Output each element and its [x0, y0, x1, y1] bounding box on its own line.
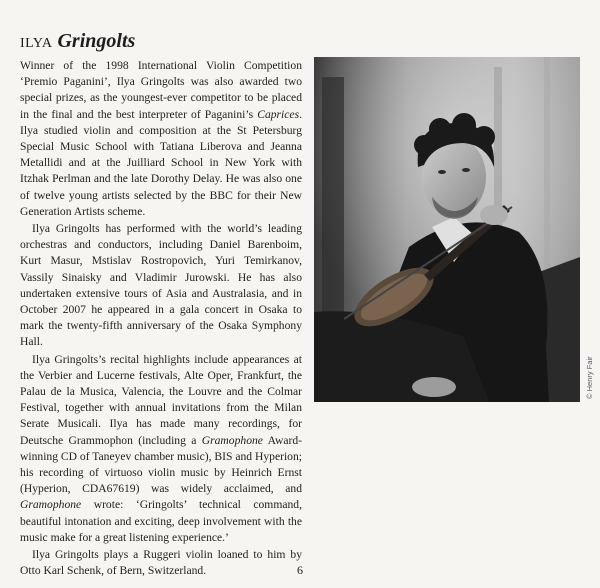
- page-number: 6: [297, 563, 303, 577]
- page-title: [20, 30, 135, 55]
- biography-paragraph-2: Ilya Gringolts has performed with the world’s leading orchestras and conductors, including Daniel Barenboim, Kurt Masur, Mstislav Rostropovich, Yuri Temirkanov, Vassily Sinaisky and Vladimir Jurowski. He has also undertaken extensive tours of Asia and Australasia, and in October 2007 he appeared in a gala concert in Osaka to mark the twenty-fifth anniversary of the Osaka Symphony Hall.: [20, 222, 302, 349]
- title-last-name: Gringolts: [57, 30, 136, 52]
- biography-paragraph-4: Ilya Gringolts plays a Ruggeri violin loaned to him by Otto Karl Schenk, of Bern, Switzerland.: [20, 548, 302, 578]
- p3-text-b: Award-winning CD of Taneyev chamber music), BIS and Hyperion; his recording of virtuoso violin music by Heinrich Ernst (Hyperion, CDA67619) was widely acclaimed, and: [20, 433, 302, 496]
- p1-text-a: Winner of the 1998 International Violin Competition ‘Premio Paganini’, Ilya Gringolts was also awarded two special prizes, as the youngest-ever competitor to be placed in the final and the best interpreter of Paganini’s: [20, 59, 302, 121]
- p1-text-b: . Ilya studied violin and composition at the St Petersburg Special Music School with Tatiana Liberova and Jeanna Metallidi and at the Juilliard School in New York with Itzhak Perlman and the late Dorothy Delay. He was also one of twelve young artists selected by the BBC for their New Generation Artists scheme.: [20, 107, 302, 218]
- p3-text-c: wrote: ‘Gringolts’ technical command, beautiful intonation and exciting, deep involvement with the music make for a great listening experience.’: [20, 498, 302, 544]
- p3-text-a: Ilya Gringolts’s recital highlights include appearances at the Verbier and Lucerne festivals, Alte Oper, Frankfurt, the Palau de la Musica, Valencia, the Louvre and the Colmar Festival, together with annual invitations from the Milan Serate Musicali. Ilya has made many recordings, for Deutsche Grammophon (including a: [20, 352, 302, 447]
- biography-text: [20, 58, 302, 581]
- title-first-name: ILYA: [20, 36, 53, 51]
- biography-paragraph-3: [20, 352, 302, 546]
- p3-italic-1: Gramophone: [201, 433, 263, 447]
- biography-paragraph-1: [20, 58, 302, 220]
- p1-italic: Caprices: [257, 107, 300, 121]
- photo-credit: © Henry Fair: [585, 356, 594, 399]
- portrait-illustration: [314, 57, 580, 402]
- p3-italic-2: Gramophone: [20, 498, 82, 512]
- portrait-photo: [314, 57, 580, 402]
